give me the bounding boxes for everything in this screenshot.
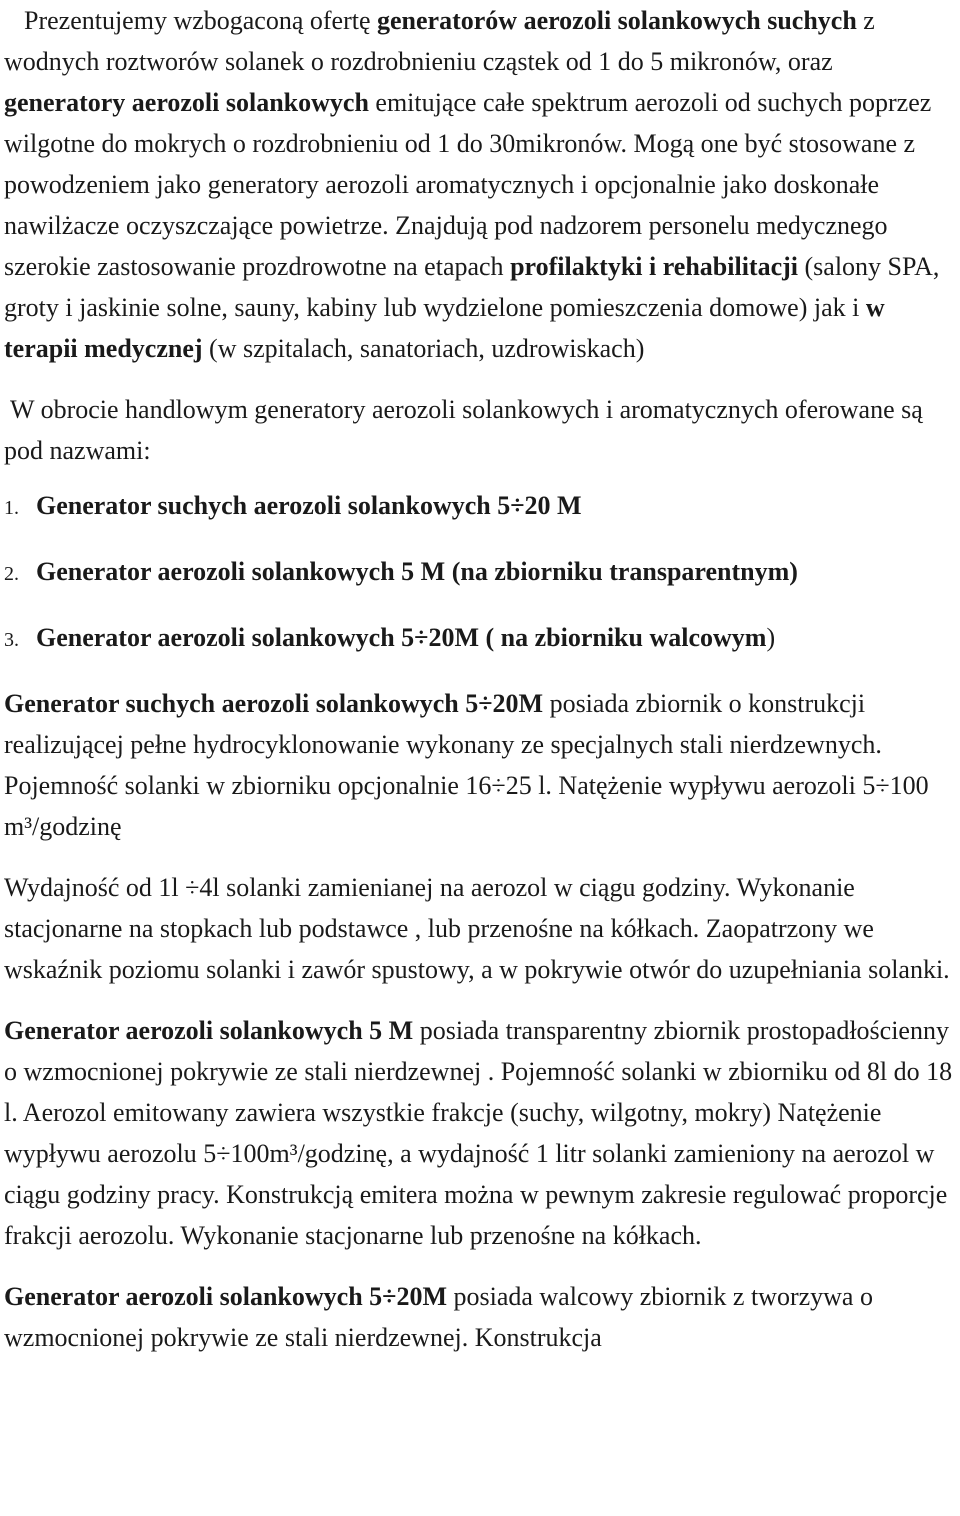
list-item [4,551,956,595]
list-item [4,485,956,529]
dry-generator-text: posiada zbiornik o konstrukcji realizującej pełne hydrocyklonowanie wykonany ze specjalnych stali nierdzewnych. Pojemność solanki w zbiorniku opcjonalnie 16÷25 l. Natężenie wypływu aerozoli 5÷100 m³/godzinę [4,689,929,841]
intro-text-5: (w szpitalach, sanatoriach, uzdrowiskach) [202,334,645,363]
transparent-generator-title: Generator aerozoli solankowych 5 M [4,1016,414,1045]
intro-bold-prophylaxis: profilaktyki i rehabilitacji [510,252,799,281]
list-number: 2. [4,563,19,585]
intro-bold-generators: generatory aerozoli solankowych [4,88,369,117]
cylindrical-generator-text: posiada walcowy zbiornik z tworzywa o wzmocnionej pokrywie ze stali nierdzewnej. Konstrukcja [4,1282,873,1352]
dry-generator-title: Generator suchych aerozoli solankowych 5÷20M [4,689,544,718]
transparent-generator-text: posiada transparentny zbiornik prostopadłościenny o wzmocnionej pokrywie ze stali nierdzewnej . Pojemność solanki w zbiorniku od 8l do 18 l. Aerozol emitowany zawiera wszystkie frakcje (suchy, wilgotny, mokry) Natężenie wypływu aerozolu 5÷100m³/godzinę, a wydajność 1 litr solanki zamieniony na aerozol w ciągu godziny pracy. Konstrukcją emitera można w pewnym zakresie regulować proporcje frakcji aerozolu. Wykonanie stacjonarne lub przenośne na kółkach. [4,1016,953,1250]
list-item-suffix: ) [766,623,776,652]
cylindrical-generator-title: Generator aerozoli solankowych 5÷20M [4,1282,447,1311]
cylindrical-generator-paragraph [4,1276,956,1358]
dry-generator-paragraph [4,683,956,847]
intro-text-4: (salony SPA, groty i jaskinie solne, sauny, kabiny lub wydzielone pomieszczenia domowe) jak i [4,252,940,322]
intro-text-2: z wodnych roztworów solanek o rozdrobnieniu cząstek od 1 do 5 mikronów, oraz [4,6,875,76]
trade-names-paragraph: W obrocie handlowym generatory aerozoli solankowych i aromatycznych oferowane są pod nazwami: [4,395,923,465]
efficiency-paragraph: Wydajność od 1l ÷4l solanki zamienianej na aerozol w ciągu godziny. Wykonanie stacjonarne na stopkach lub podstawce , lub przenośne na kółkach. Zaopatrzony we wskaźnik poziomu solanki i zawór spustowy, a w pokrywie otwór do uzupełniania solanki. [4,873,950,984]
intro-text-3: emitujące całe spektrum aerozoli od suchych poprzez wilgotne do mokrych o rozdrobnieniu od 1 do 30mikronów. Mogą one być stosowane z powodzeniem jako generatory aerozoli aromatycznych i opcjonalnie jako doskonałe nawilżacze oczyszczające powietrze. Znajdują pod nadzorem personelu medycznego szerokie zastosowanie prozdrowotne na etapach [4,88,932,281]
intro-bold-dry-generators: generatorów aerozoli solankowych suchych [377,6,857,35]
transparent-generator-paragraph [4,1010,956,1256]
generator-list [4,485,956,661]
list-number: 1. [4,497,19,519]
intro-bold-therapy: w terapii medycznej [4,293,885,363]
list-number: 3. [4,629,19,651]
intro-paragraph [4,0,956,369]
list-item-label: Generator aerozoli solankowych 5÷20M ( na zbiorniku walcowym [36,623,767,652]
list-item-label: Generator suchych aerozoli solankowych 5÷20 M [36,491,582,520]
intro-text-1: Prezentujemy wzbogaconą ofertę [24,6,378,35]
list-item-label: Generator aerozoli solankowych 5 M (na zbiorniku transparentnym) [36,557,798,586]
list-item [4,617,956,661]
